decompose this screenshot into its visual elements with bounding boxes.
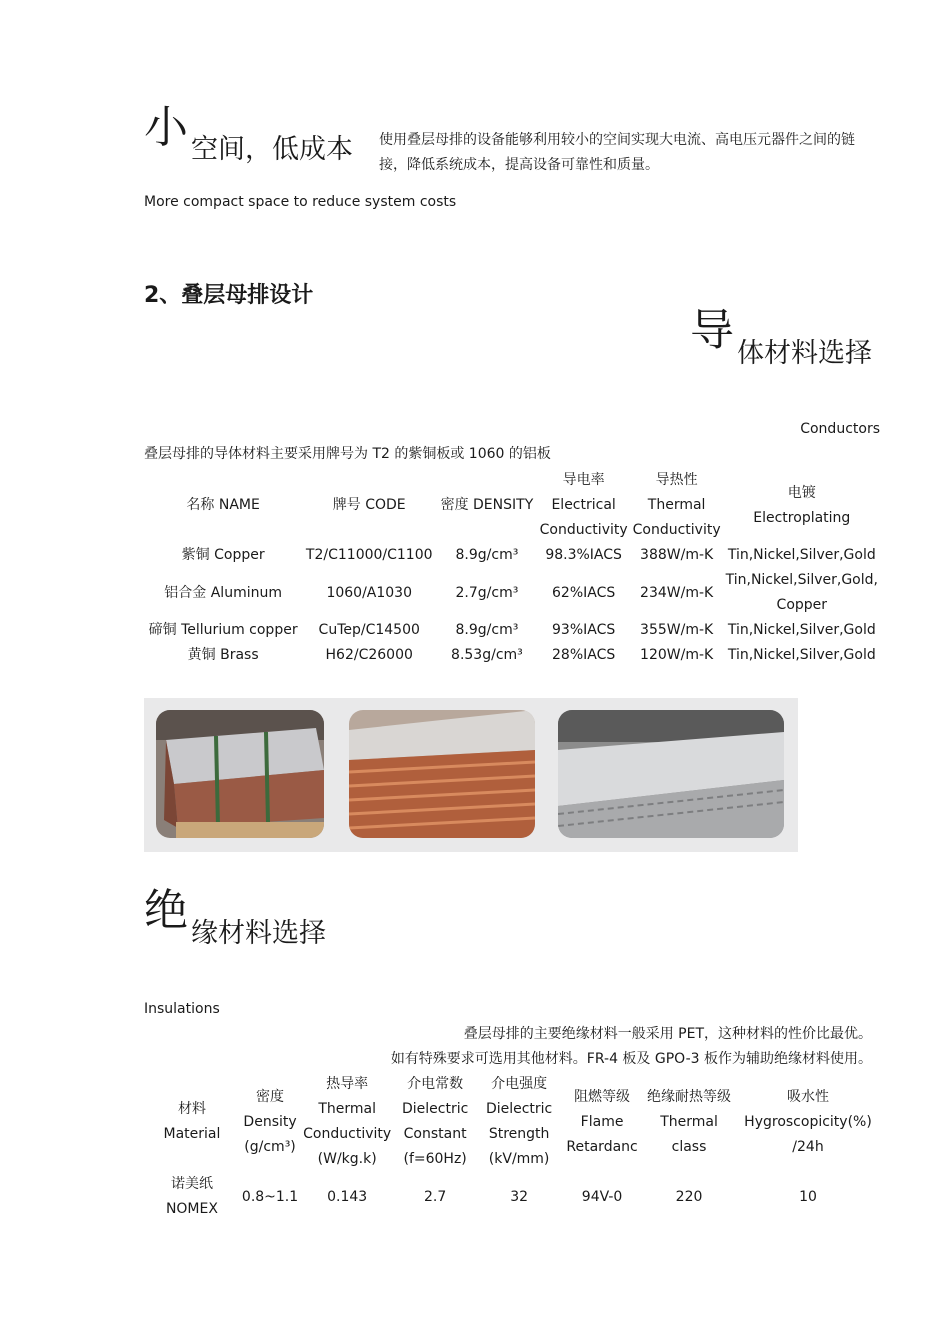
header-thermal-en1: Thermal [647, 497, 706, 513]
header-const-zh: 介电常数 [407, 1076, 464, 1092]
header-flame-zh: 阻燃等级 [574, 1088, 631, 1105]
insulations-english: Insulations [144, 1001, 220, 1017]
cell-thermal: 234W/m-K [640, 584, 714, 601]
header-density: 密度 DENSITY [440, 497, 534, 513]
header-flame-en1: Flame [580, 1113, 624, 1130]
header-plating [724, 468, 880, 543]
insulations-big-char: 绝 [144, 885, 188, 936]
cell-dielectric-strength: 32 [510, 1188, 529, 1205]
header-strength-en1: Dielectric [485, 1101, 553, 1117]
section1-desc-line2: 接，降低系统成本，提高设备可靠性和质量。 [379, 157, 659, 173]
section1-big-char: 小 [144, 102, 188, 153]
header-flame-en2: Retardanc [566, 1138, 638, 1155]
header-strength-unit: (kV/mm) [488, 1151, 550, 1167]
header-class-zh: 绝缘耐热等级 [647, 1088, 732, 1105]
cell-electrical: 62%IACS [552, 584, 616, 601]
cell-material [144, 1172, 240, 1222]
cell-thermal-class: 220 [675, 1188, 703, 1205]
conductors-subtitle: 体材料选择 [737, 338, 872, 369]
header-electrical-en2: Conductivity [539, 522, 628, 538]
insulations-header-row [144, 1072, 880, 1172]
cell-electrical: 98.3%IACS [545, 547, 622, 563]
header-flame [562, 1072, 642, 1172]
cell-density: 8.9g/cm³ [455, 547, 519, 563]
cell-name: 铝合金 Aluminum [164, 584, 282, 601]
section1-subtitle: 空间，低成本 [191, 134, 353, 165]
aluminum-sheets-photo [558, 710, 784, 838]
cell-density: 2.7g/cm³ [455, 584, 519, 601]
cell-plating: Tin,Nickel,Silver,Gold [727, 547, 876, 563]
header-class-en: Thermal class [660, 1113, 718, 1155]
header-thermal-zh: 导热性 [655, 472, 698, 488]
header-plating-en: Electroplating [753, 509, 851, 526]
header-const-en1: Dielectric [401, 1101, 469, 1117]
header-hygro-en: Hygroscopicity(%) [744, 1113, 872, 1130]
section1-description [379, 128, 879, 178]
cell-name: 碲铜 Tellurium copper [148, 622, 298, 638]
conductors-big-char: 导 [690, 305, 734, 356]
cell-name: 紫铜 Copper [181, 547, 265, 563]
insulations-intro [391, 1022, 872, 1072]
header-electrical-en1: Electrical [551, 497, 616, 513]
header-thermal-class [642, 1072, 736, 1172]
header-dielectric-constant [394, 1072, 476, 1172]
table-row [144, 543, 880, 568]
header-density-zh: 密度 [256, 1088, 285, 1105]
cell-thermal: 355W/m-K [640, 622, 714, 638]
insulations-subtitle: 缘材料选择 [191, 918, 326, 949]
header-material-zh: 材料 [177, 1101, 206, 1117]
conductors-table [144, 468, 880, 668]
header-const-en2: Constant [403, 1126, 467, 1142]
cell-thermal: 0.143 [327, 1188, 368, 1205]
cell-plating: Tin,Nickel,Silver,Gold [727, 647, 876, 663]
cell-plating: Tin,Nickel,Silver,Gold [727, 622, 876, 638]
section1-english: More compact space to reduce system costs [144, 194, 457, 210]
header-hygroscopicity [736, 1072, 880, 1172]
table-row [144, 568, 880, 618]
table-row [144, 643, 880, 668]
header-electrical-zh: 导电率 [562, 472, 605, 488]
header-thermal [300, 1072, 394, 1172]
header-thermal [630, 468, 724, 543]
cell-code: CuTep/C14500 [318, 622, 420, 638]
cell-name: 黄铜 Brass [187, 647, 259, 663]
copper-plates-stack-photo [156, 710, 324, 838]
table-row [144, 1172, 880, 1222]
cell-material-en: NOMEX [165, 1201, 218, 1217]
conductors-intro: 叠层母排的导体材料主要采用牌号为 T2 的紫铜板或 1060 的铝板 [144, 446, 551, 462]
header-dielectric-strength [476, 1072, 562, 1172]
header-hygro-unit: /24h [792, 1138, 824, 1155]
header-hygro-zh: 吸水性 [786, 1088, 829, 1105]
cell-code: 1060/A1030 [326, 584, 412, 601]
header-plating-zh: 电镀 [787, 484, 816, 501]
header-thermal-zh: 热导率 [326, 1076, 369, 1092]
header-thermal-unit: (W/kg.k) [317, 1151, 377, 1167]
cell-electrical: 28%IACS [552, 647, 616, 663]
header-thermal-en2: Conductivity [303, 1126, 392, 1142]
header-density-unit: (g/cm³) [244, 1138, 296, 1155]
section2-heading: 2、叠层母排设计 [144, 283, 314, 308]
cell-code: T2/C11000/C1100 [305, 547, 433, 563]
cell-thermal: 120W/m-K [640, 647, 714, 663]
cell-plating: Tin,Nickel,Silver,Gold, Copper [725, 572, 878, 613]
header-density-en: Density [243, 1113, 297, 1130]
header-electrical [538, 468, 630, 543]
header-material-en: Material [163, 1126, 221, 1142]
copper-bars-photo [349, 710, 535, 838]
header-material [144, 1072, 240, 1172]
table-row [144, 618, 880, 643]
header-thermal-en1: Thermal [318, 1101, 376, 1117]
header-const-unit: (f=60Hz) [403, 1151, 467, 1167]
cell-density: 8.53g/cm³ [451, 647, 523, 663]
insulations-intro-line2: 如有特殊要求可选用其他材料。FR-4 板及 GPO-3 板作为辅助绝缘材料使用。 [390, 1051, 872, 1067]
section1-desc-line1: 使用叠层母排的设备能够利用较小的空间实现大电流、高电压元器件之间的链 [379, 132, 855, 148]
cell-code: H62/C26000 [325, 647, 413, 663]
cell-hygroscopicity: 10 [799, 1188, 817, 1205]
header-thermal-en2: Conductivity [632, 522, 721, 538]
header-strength-en2: Strength [488, 1126, 550, 1142]
header-density [240, 1072, 300, 1172]
materials-photo-strip [144, 698, 798, 852]
cell-flame: 94V-0 [581, 1188, 623, 1205]
cell-density: 8.9g/cm³ [455, 622, 519, 638]
cell-thermal: 388W/m-K [640, 547, 714, 563]
insulations-intro-line1: 叠层母排的主要绝缘材料一般采用 PET，这种材料的性价比最优。 [463, 1026, 872, 1042]
cell-dielectric-constant: 2.7 [424, 1188, 447, 1205]
cell-density: 0.8~1.1 [241, 1188, 299, 1205]
conductors-header-row [144, 468, 880, 543]
cell-material-zh: 诺美纸 [170, 1176, 213, 1192]
header-strength-zh: 介电强度 [491, 1076, 548, 1092]
cell-electrical: 93%IACS [552, 622, 616, 638]
insulations-table [144, 1072, 880, 1222]
conductors-english: Conductors [800, 421, 880, 437]
header-code: 牌号 CODE [332, 497, 406, 513]
header-name: 名称 NAME [186, 497, 260, 513]
